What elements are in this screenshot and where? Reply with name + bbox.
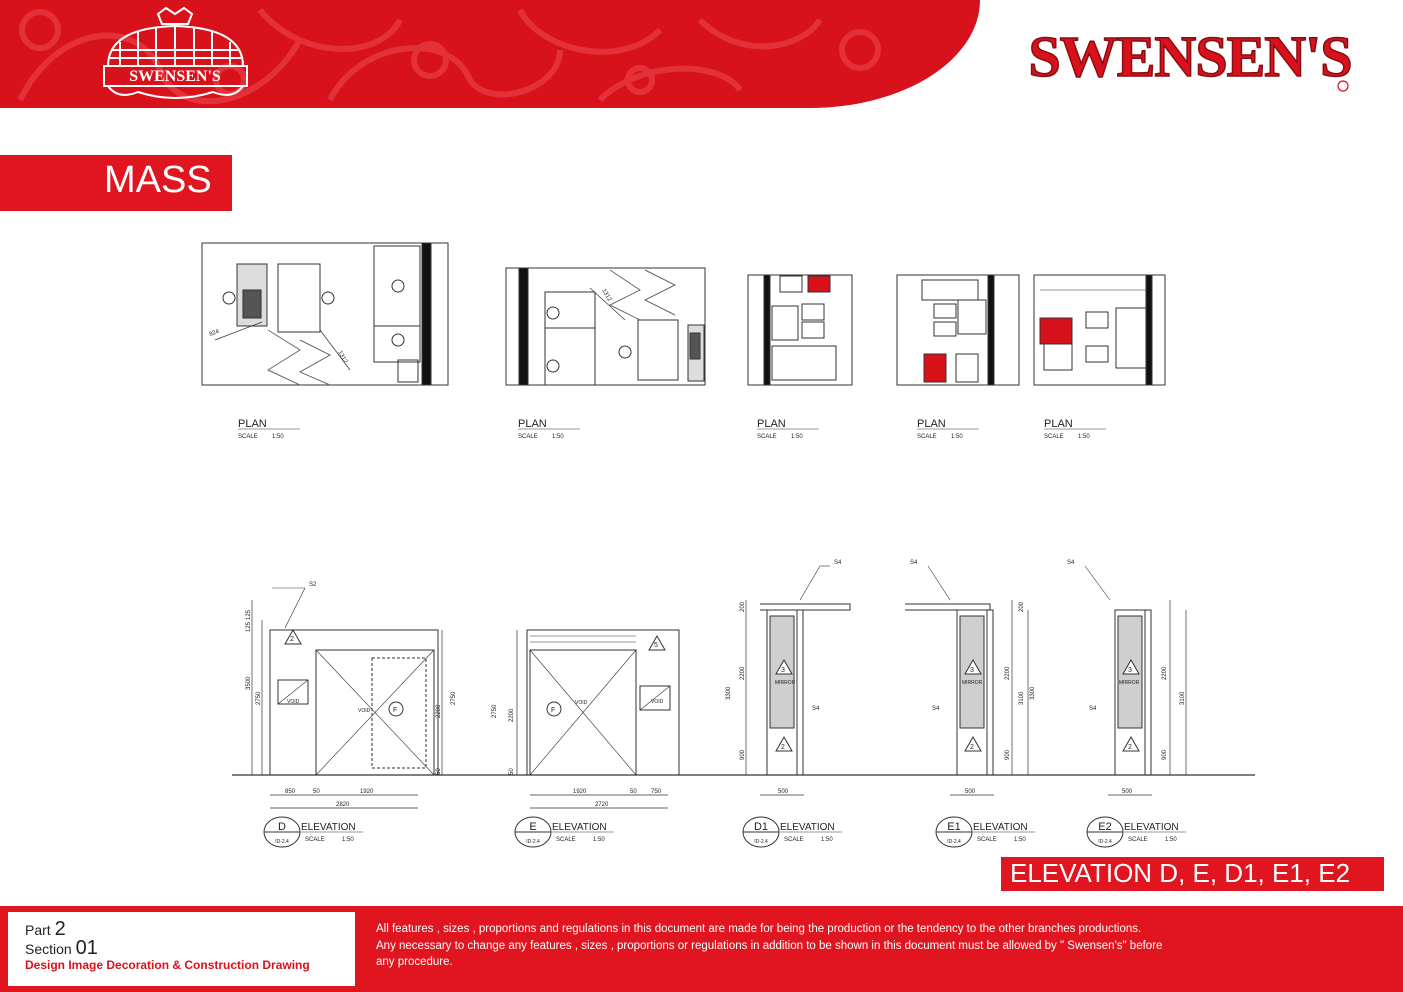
elev-e1-scale-label: SCALE [977, 837, 997, 843]
plan-4-label: PLAN [917, 418, 946, 430]
elev-d1-material: MIRROR [775, 680, 796, 686]
elev-d-tag: D [278, 821, 286, 833]
section-indicator [25, 937, 98, 960]
elev-d1-dim-v2: 2200 [740, 666, 746, 680]
elev-e-scale-label: SCALE [556, 837, 576, 843]
elev-d1-label: ELEVATION [780, 822, 835, 833]
elev-e-dim-h3: 750 [651, 789, 662, 795]
elev-e1-tag: E1 [947, 821, 961, 833]
plan-4 [897, 275, 1019, 385]
notice-line-2: Any necessary to change any features , sizes , proportions or regulations in addition to be shown in this document must be allowed by " Swensen's" before [376, 939, 1163, 952]
elev-e-dim-h1: 1920 [573, 789, 587, 795]
elev-e2-dim-v3: 3100 [1180, 691, 1186, 705]
plan-4-scale-label: SCALE [917, 434, 937, 440]
elev-d1-callout: S4 [834, 560, 842, 566]
elev-e1-callout-2: S4 [932, 706, 940, 712]
elev-d-dim-h1: 850 [285, 789, 296, 795]
elev-e-label: ELEVATION [552, 822, 607, 833]
plan-2-scale-label: SCALE [518, 434, 538, 440]
elev-d1-dim-v4: 200 [740, 601, 746, 612]
plan-1-label: PLAN [238, 418, 267, 430]
elev-e1-dim-h1: 500 [965, 789, 976, 795]
plan-3-scale-label: SCALE [757, 434, 777, 440]
elev-e2-callout-2: S4 [1089, 706, 1097, 712]
footer-notice [376, 921, 1276, 971]
elev-d-dim-h2: 50 [313, 789, 320, 795]
page-title: MASS [104, 159, 212, 201]
elev-e2-tag: E2 [1098, 821, 1112, 833]
elev-e1-dim-v1: 2200 [1005, 666, 1011, 680]
elev-e1-tag-2: 2 [970, 744, 974, 751]
elev-d-void-1: VOID [287, 699, 300, 705]
elev-d-scale: 1:50 [342, 837, 354, 843]
elev-e-dim-h4: 2720 [595, 802, 609, 808]
elev-d-void-2: VOID [358, 708, 371, 714]
plan-5-label: PLAN [1044, 418, 1073, 430]
section-banner-title: ELEVATION D, E, D1, E1, E2 [1010, 858, 1351, 888]
notice-line-3: any procedure. [376, 956, 453, 968]
elev-d-dim-v5: 2200 [436, 704, 442, 718]
part-label: Part [25, 922, 51, 938]
elev-e2-scale-label: SCALE [1128, 837, 1148, 843]
elev-e1-dim-v2: 900 [1005, 749, 1011, 760]
plan-2-label: PLAN [518, 418, 547, 430]
elev-d-label: ELEVATION [301, 822, 356, 833]
elev-e1-scale: 1:50 [1014, 837, 1026, 843]
elev-e2-scale: 1:50 [1165, 837, 1177, 843]
elev-e-ref: ID-2.4 [526, 839, 540, 845]
plan-1-dim-a: 824 [208, 328, 221, 338]
plan-1-dim-b: 1312 [336, 350, 349, 365]
elev-d-tag-triangle: 2 [290, 636, 294, 643]
elev-e1-material: MIRROR [962, 680, 983, 686]
elev-e2-dim-v1: 2200 [1162, 666, 1168, 680]
elev-d-dim-h3: 1920 [360, 789, 374, 795]
elevation-d1 [746, 566, 850, 795]
elev-e1-tag-3: 3 [970, 667, 974, 674]
elev-e2-label: ELEVATION [1124, 822, 1179, 833]
elev-e-tag-f: F [551, 707, 556, 714]
elev-e1-ref: ID-2.4 [947, 839, 961, 845]
elev-e2-dim-h1: 500 [1122, 789, 1133, 795]
plan-2-scale: 1:50 [552, 434, 564, 440]
elev-e1-dim-v4: 3300 [1030, 686, 1036, 700]
elev-e2-tag-3: 3 [1128, 667, 1132, 674]
elev-e1-callout: S4 [910, 560, 918, 566]
elev-d1-dim-v3: 900 [740, 749, 746, 760]
elev-e-dim-v1: 2750 [492, 704, 498, 718]
plan-2 [506, 268, 705, 385]
plan-5-scale: 1:50 [1078, 434, 1090, 440]
elev-e2-ref: ID-2.4 [1098, 839, 1112, 845]
elev-d-ref: ID-2.4 [275, 839, 289, 845]
plan-5-scale-label: SCALE [1044, 434, 1064, 440]
elev-e-void-2: VOID [651, 699, 664, 705]
plan-4-scale: 1:50 [951, 434, 963, 440]
elev-d-dim-v1: 3500 [246, 676, 252, 690]
elev-e2-material: MIRROR [1119, 680, 1140, 686]
elev-d1-tag-2: 2 [781, 744, 785, 751]
elev-d-dim-v7: 50 [436, 768, 442, 775]
elev-e-scale: 1:50 [593, 837, 605, 843]
elev-d-tag-f: F [393, 707, 398, 714]
elev-d1-tag-3: 3 [781, 667, 785, 674]
elev-e-tag: E [529, 821, 537, 833]
elev-d-dim-v2: 2750 [256, 691, 262, 705]
elev-e-dim-v2: 2200 [509, 708, 515, 722]
plan-1-scale-label: SCALE [238, 434, 258, 440]
elev-e1-dim-v3: 3100 [1019, 691, 1025, 705]
crest-text: SWENSEN'S [129, 68, 221, 85]
plan-3-label: PLAN [757, 418, 786, 430]
elev-e-dim-v3: 50 [509, 768, 515, 775]
elev-e1-dim-v5: 200 [1019, 601, 1025, 612]
elevation-d [252, 588, 442, 808]
section-label: Section [25, 941, 72, 957]
elev-d-dim-v3: 125 [246, 609, 252, 620]
plan-2-dim-a: 1312 [600, 288, 613, 303]
section-number: 01 [75, 937, 98, 959]
elev-d1-ref: ID-2.4 [754, 839, 768, 845]
elev-d-dim-v4: 125 [246, 621, 252, 632]
plan-3-scale: 1:50 [791, 434, 803, 440]
elev-d1-dim-h1: 500 [778, 789, 789, 795]
plan-1-scale: 1:50 [272, 434, 284, 440]
elev-d1-callout-2: S4 [812, 706, 820, 712]
elev-e2-callout: S4 [1067, 560, 1075, 566]
elev-d1-scale: 1:50 [821, 837, 833, 843]
elev-e-void-1: VOID [575, 700, 588, 706]
elev-e-tag-triangle: 5 [654, 642, 658, 649]
elev-d-dim-h4: 2820 [336, 802, 350, 808]
plan-3 [748, 275, 852, 385]
elev-d-scale-label: SCALE [305, 837, 325, 843]
elev-d1-tag: D1 [753, 821, 769, 833]
elev-e1-label: ELEVATION [973, 822, 1028, 833]
elev-e-dim-h2: 50 [630, 789, 637, 795]
elev-d1-scale-label: SCALE [784, 837, 804, 843]
part-number: 2 [54, 918, 66, 940]
brand-wordmark: SWENSEN'S [1028, 24, 1352, 89]
elev-d1-dim-v1: 3300 [726, 686, 732, 700]
elev-d-dim-v6: 2750 [451, 691, 457, 705]
plan-5 [1034, 275, 1165, 385]
elev-e2-tag-2: 2 [1128, 744, 1132, 751]
footer-subtitle: Design Image Decoration & Construction Drawing [25, 958, 310, 972]
elev-d-callout: S2 [309, 582, 317, 588]
elev-e2-dim-v2: 900 [1162, 749, 1168, 760]
elevation-e [517, 630, 679, 808]
notice-line-1: All features , sizes , proportions and regulations in this document are made for being the production or the tendency to the other branches productions. [376, 923, 1142, 935]
plan-1 [202, 243, 448, 385]
